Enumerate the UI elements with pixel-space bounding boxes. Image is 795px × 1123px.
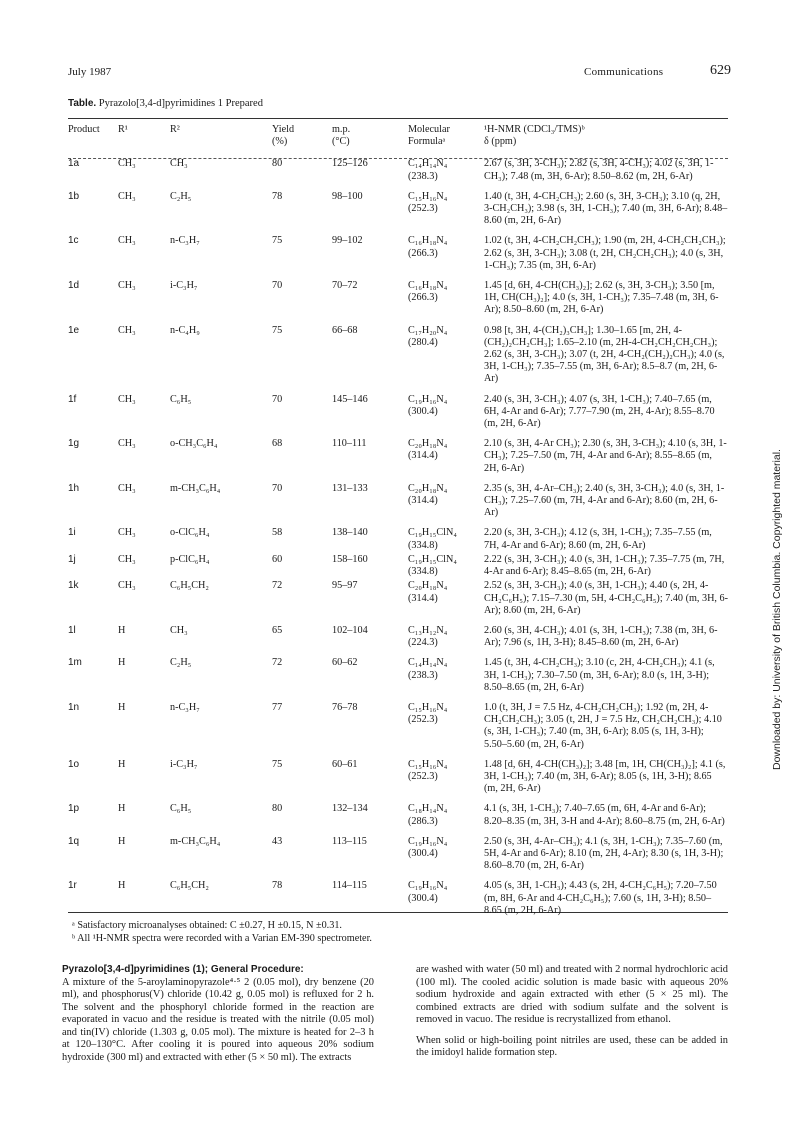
procedure-text-left: A mixture of the 5-aroylaminopyrazole⁴·⁵ 2 (0.05 mol), dry benzene (20 ml), and phosphorus(V) chloride (10.42 g, 0.05 mol) is refluxed for 2 h. The solvent and the phosphoryl chloride formed in the reaction are evaporated in vacuo and the residue is treated with the nitrile (0.05 mol) and tin(IV) chloride (1.303 g, 0.05 mol). The mixture is heated for 2–3 h at 120–130°C. After cooling it is poured into aqueous 20% sodium hydroxide (300 ml) and extracted with ether (5 × 50 ml). The extracts bbox=[62, 976, 374, 1063]
cell-nmr: 1.45 (t, 3H, 4-CH₂CH₃); 3.10 (c, 2H, 4-CH₂CH₃); 4.1 (s, 3H, 1-CH₃); 7.30–7.50 (m, 3H, 6-Ar); 8.0 (s, 1H, 3-H); 8.50–8.65 (m, 2H, 6-Ar) bbox=[484, 657, 715, 693]
cell-r2: n-C₃H₇ bbox=[170, 235, 200, 247]
procedure-right-column bbox=[416, 964, 728, 1068]
table-row bbox=[68, 657, 728, 702]
cell-product: 1r bbox=[68, 880, 77, 892]
cell-nmr: 1.0 (t, 3H, J = 7.5 Hz, 4-CH₂CH₂CH₃); 1.92 (m, 2H, 4-CH₂CH₂CH₃); 3.05 (t, 2H, J = 7.5 Hz, CH₂CH₂CH₃); 4.10 (s, 3H, 1-CH₃); 7.40 (m, 3H, 6-Ar); 8.05 (s, 1H, 3-H); 5.50–5.60 (m, 2H, 6-Ar) bbox=[484, 701, 722, 750]
procedure-left-column bbox=[62, 964, 374, 1072]
cell-nmr: 2.20 (s, 3H, 3-CH₃); 4.12 (s, 3H, 1-CH₃); 7.35–7.55 (m, 7H, 4-Ar and 6-Ar); 8.60 (m, 2H, 6-Ar) bbox=[484, 527, 712, 551]
cell-nmr: 4.1 (s, 3H, 1-CH₃); 7.40–7.65 (m, 6H, 4-Ar and 6-Ar); 8.20–8.35 (m, 3H, 3-H and 4-Ar); 8.60–8.75 (m, 2H, 6-Ar) bbox=[484, 803, 725, 827]
cell-yield: 75 bbox=[272, 758, 283, 770]
cell-formula: C₂₀H₁₈N₄ (314.4) bbox=[408, 438, 448, 462]
cell-r1: CH₃ bbox=[118, 438, 136, 450]
cell-product: 1j bbox=[68, 553, 76, 565]
cell-mp: 70–72 bbox=[332, 280, 358, 292]
cell-product: 1k bbox=[68, 580, 79, 592]
header-product: Product bbox=[68, 124, 100, 135]
cell-formula: C₁₅H₁₆N₄ (252.3) bbox=[408, 701, 448, 726]
cell-formula: C₂₀H₁₈N₄ (314.4) bbox=[408, 482, 448, 507]
cell-mp: 114–115 bbox=[332, 880, 367, 892]
cell-formula: C₁₉H₁₆N₄ (300.4) bbox=[408, 880, 448, 904]
cell-product: 1e bbox=[68, 324, 80, 336]
cell-yield: 78 bbox=[272, 190, 283, 202]
cell-r2: C₆H₅ bbox=[170, 393, 192, 405]
cell-r2: n-C₄H₉ bbox=[170, 324, 200, 336]
cell-yield: 72 bbox=[272, 580, 283, 592]
cell-nmr: 1.02 (t, 3H, 4-CH₂CH₂CH₃); 1.90 (m, 2H, 4-CH₂CH₂CH₃); 2.62 (s, 3H, 3-CH₃); 3.08 (t, 2H, CH₂CH₂CH₃); 4.0 (s, 3H, 1-CH₃); 7.35 (m, 3H, 6-Ar) bbox=[484, 235, 726, 271]
table-row bbox=[68, 191, 728, 236]
cell-nmr: 2.35 (s, 3H, 4-Ar–CH₃); 2.40 (s, 3H, 3-CH₃); 4.0 (s, 3H, 1-CH₃); 7.25–7.60 (m, 7H, 4-Ar and 6-Ar); 8.60 (m, 2H, 6-Ar) bbox=[484, 482, 725, 519]
cell-mp: 113–115 bbox=[332, 835, 367, 847]
cell-mp: 60–62 bbox=[332, 657, 358, 669]
cell-formula: C₁₉H₁₅ClN₄ (334.8) bbox=[408, 527, 457, 551]
cell-yield: 78 bbox=[272, 880, 283, 892]
cell-nmr: 2.52 (s, 3H, 3-CH₃); 4.0 (s, 3H, 1-CH₃); 4.40 (s, 2H, 4-CH₂C₆H₅); 7.15–7.30 (m, 5H, 4-CH₂C₆H₅); 7.40 (m, 3H, 6-Ar); 8.60 (m, 2H, 6-Ar) bbox=[484, 580, 729, 616]
cell-product: 1p bbox=[68, 803, 80, 815]
table-row bbox=[68, 394, 728, 439]
table-row bbox=[68, 325, 728, 394]
cell-r2: C₆H₅CH₂ bbox=[170, 880, 209, 892]
cell-nmr: 2.10 (s, 3H, 4-Ar CH₃); 2.30 (s, 3H, 3-CH₃); 4.10 (s, 3H, 1-CH₃); 7.25–7.50 (m, 7H, 4-Ar and 6-Ar); 8.55–8.65 (m, 2H, 6-Ar) bbox=[484, 438, 727, 474]
table-row bbox=[68, 483, 728, 528]
cell-yield: 65 bbox=[272, 624, 283, 636]
cell-r1: CH₃ bbox=[118, 324, 136, 336]
cell-product: 1n bbox=[68, 701, 80, 713]
page-number: 629 bbox=[710, 63, 731, 78]
cell-yield: 58 bbox=[272, 527, 283, 539]
cell-yield: 70 bbox=[272, 482, 283, 494]
cell-yield: 68 bbox=[272, 438, 283, 450]
cell-nmr: 2.40 (s, 3H, 3-CH₃); 4.07 (s, 3H, 1-CH₃); 7.40–7.65 (m, 6H, 4-Ar and 6-Ar); 7.77–7.90 (m, 2H, 4-Ar); 8.55–8.70 (m, 2H, 6-Ar) bbox=[484, 393, 715, 430]
cell-mp: 95–97 bbox=[332, 580, 358, 592]
cell-r1: H bbox=[118, 835, 126, 847]
cell-yield: 75 bbox=[272, 235, 283, 247]
table-row bbox=[68, 438, 728, 483]
table-row bbox=[68, 235, 728, 280]
table-row bbox=[68, 580, 728, 625]
cell-r1: H bbox=[118, 880, 126, 892]
cell-mp: 76–78 bbox=[332, 701, 358, 713]
footnote-a: ᵃ Satisfactory microanalyses obtained: C ±0.27, H ±0.15, N ±0.31. bbox=[72, 920, 342, 931]
cell-product: 1m bbox=[68, 657, 82, 669]
cell-r2: m-CH₃C₆H₄ bbox=[170, 835, 221, 847]
cell-formula: C₁₄H₁₄N₄ (238.3) bbox=[408, 657, 448, 681]
table-row bbox=[68, 803, 728, 835]
cell-product: 1c bbox=[68, 235, 79, 247]
cell-mp: 145–146 bbox=[332, 393, 368, 405]
cell-yield: 80 bbox=[272, 158, 283, 170]
header-r2: R² bbox=[170, 124, 180, 135]
caption-text: Pyrazolo[3,4-d]pyrimidines 1 Prepared bbox=[98, 98, 263, 109]
cell-product: 1i bbox=[68, 527, 76, 539]
footnote-b: ᵇ All ¹H-NMR spectra were recorded with a Varian EM-390 spectrometer. bbox=[72, 933, 372, 944]
cell-yield: 77 bbox=[272, 701, 283, 713]
caption-label: Table. bbox=[68, 98, 97, 109]
cell-mp: 138–140 bbox=[332, 527, 368, 539]
table-row bbox=[68, 554, 728, 580]
header-mp: m.p. (°C) bbox=[332, 124, 351, 148]
table-row bbox=[68, 880, 728, 925]
cell-formula: C₂₀H₁₈N₄ (314.4) bbox=[408, 580, 448, 604]
cell-r2: o-ClC₆H₄ bbox=[170, 527, 210, 539]
cell-nmr: 1.45 [d, 6H, 4-CH(CH₃)₂]; 2.62 (s, 3H, 3-CH₃); 3.50 [m, 1H, CH(CH₃)₂]; 4.0 (s, 3H, 1-CH₃); 7.35–7.48 (m, 3H, 6-Ar); 8.50–8.60 (m, 2H, 6-Ar) bbox=[484, 280, 719, 316]
cell-r2: C₆H₅CH₂ bbox=[170, 580, 209, 592]
cell-formula: C₁₆H₁₈N₄ (266.3) bbox=[408, 280, 448, 304]
cell-formula: C₁₈H₁₄N₄ (286.3) bbox=[408, 803, 448, 827]
cell-r1: CH₃ bbox=[118, 190, 136, 202]
cell-formula: C₁₇H₂₀N₄ (280.4) bbox=[408, 324, 448, 348]
cell-mp: 132–134 bbox=[332, 803, 368, 815]
cell-r1: CH₃ bbox=[118, 158, 136, 170]
cell-formula: C₁₉H₁₅ClN₄ (334.8) bbox=[408, 553, 457, 578]
cell-yield: 72 bbox=[272, 657, 283, 669]
cell-mp: 66–68 bbox=[332, 324, 358, 336]
cell-r1: CH₃ bbox=[118, 393, 136, 405]
cell-r2: o-CH₃C₆H₄ bbox=[170, 438, 218, 450]
cell-nmr: 1.48 [d, 6H, 4-CH(CH₃)₂]; 3.48 [m, 1H, CH(CH₃)₂]; 4.1 (s, 3H, 1-CH₃); 7.40 (m, 3H, 6-Ar); 8.05 (s, 1H, 3-H); 8.65 (m, 2H, 6-Ar) bbox=[484, 758, 726, 795]
cell-r1: CH₃ bbox=[118, 482, 136, 494]
header-date: July 1987 bbox=[68, 66, 112, 78]
procedure-note: When solid or high-boiling point nitriles are used, these can be added in the imidoyl halide formation step. bbox=[416, 1034, 728, 1058]
cell-mp: 99–102 bbox=[332, 235, 363, 247]
cell-nmr: 4.05 (s, 3H, 1-CH₃); 4.43 (s, 2H, 4-CH₂C₆H₅); 7.20–7.50 (m, 8H, 6-Ar and 4-CH₂C₆H₅); 7.60 (s, 1H, 3-H); 8.50–8.65 (m, 2H, 6-Ar) bbox=[484, 880, 717, 916]
table-row bbox=[68, 527, 728, 553]
cell-mp: 102–104 bbox=[332, 624, 368, 636]
cell-r1: H bbox=[118, 758, 126, 770]
cell-product: 1d bbox=[68, 280, 80, 292]
cell-product: 1l bbox=[68, 624, 76, 636]
cell-product: 1h bbox=[68, 482, 80, 494]
cell-formula: C₁₉H₁₆N₄ (300.4) bbox=[408, 835, 448, 859]
cell-yield: 70 bbox=[272, 280, 283, 292]
cell-r2: C₆H₅ bbox=[170, 803, 192, 815]
table-row bbox=[68, 702, 728, 759]
cell-product: 1f bbox=[68, 393, 77, 405]
cell-formula: C₁₅H₁₆N₄ (252.3) bbox=[408, 758, 448, 782]
cell-nmr: 0.98 [t, 3H, 4-(CH₂)₃CH₃]; 1.30–1.65 [m, 2H, 4-(CH₂)₂CH₂CH₃]; 1.65–2.10 (m, 2H-4-CH₂CH₂CH₂CH₃); 2.62 (s, 3H, 3-CH₃); 3.07 (t, 2H, 4-CH₂(CH₂)₂CH₃); 4.0 (s, 3H, 1-CH₃); 7.35–7.55 (m, 3H, 6-Ar); 8.5–8.7 (m, 2H, 6-Ar) bbox=[484, 324, 725, 385]
header-yield: Yield (%) bbox=[272, 124, 295, 148]
cell-formula: C₁₃H₁₂N₄ (224.3) bbox=[408, 624, 448, 649]
table-top-rule bbox=[68, 118, 728, 119]
cell-yield: 80 bbox=[272, 803, 283, 815]
table-row bbox=[68, 759, 728, 804]
cell-r1: CH₃ bbox=[118, 235, 136, 247]
cell-nmr: 2.50 (s, 3H, 4-Ar–CH₃); 4.1 (s, 3H, 1-CH₃); 7.35–7.60 (m, 5H, 4-Ar and 6-Ar); 8.10 (m, 2H, 4-Ar); 8.30 (s, 1H, 3-H); 8.60–8.70 (m, 2H, 6-Ar) bbox=[484, 835, 724, 872]
cell-r2: CH₃ bbox=[170, 624, 188, 636]
cell-yield: 75 bbox=[272, 324, 283, 336]
cell-r1: CH₃ bbox=[118, 527, 136, 539]
watermark-text: Downloaded by: University of British Columbia. Copyrighted material. bbox=[771, 449, 783, 770]
table-caption bbox=[68, 98, 263, 109]
procedure-text-right: are washed with water (50 ml) and treated with 2 normal hydrochloric acid (100 ml). The cooled acidic solution is made basic with aqueous 20% sodium hydroxide and again extracted with ether (5 × 25 ml). The combined extracts are dried with sodium sulfate and the solvent is removed in vacuo. The residue is recrystallized from ethanol. bbox=[416, 964, 728, 1025]
cell-r1: H bbox=[118, 701, 126, 713]
procedure-title: Pyrazolo[3,4-d]pyrimidines (1); General Procedure: bbox=[62, 964, 304, 975]
cell-product: 1b bbox=[68, 190, 80, 202]
cell-r2: CH₃ bbox=[170, 158, 188, 170]
cell-r1: CH₃ bbox=[118, 280, 136, 292]
table-row bbox=[68, 625, 728, 657]
cell-r2: p-ClC₆H₄ bbox=[170, 553, 210, 565]
cell-yield: 70 bbox=[272, 393, 283, 405]
cell-r2: i-C₃H₇ bbox=[170, 280, 198, 292]
compound-table bbox=[68, 124, 728, 925]
cell-mp: 125–126 bbox=[332, 158, 368, 170]
cell-r2: m-CH₃C₆H₄ bbox=[170, 482, 221, 494]
cell-formula: C₁₄H₁₄N₄ (238.3) bbox=[408, 158, 448, 182]
cell-mp: 98–100 bbox=[332, 190, 363, 202]
cell-mp: 158–160 bbox=[332, 553, 368, 565]
cell-r2: C₂H₅ bbox=[170, 657, 192, 669]
download-watermark bbox=[771, 290, 783, 770]
table-row bbox=[68, 836, 728, 881]
cell-product: 1g bbox=[68, 438, 80, 450]
cell-formula: C₁₉H₁₆N₄ (300.4) bbox=[408, 393, 448, 417]
cell-formula: C₁₅H₁₆N₄ (252.3) bbox=[408, 190, 448, 215]
cell-r1: CH₃ bbox=[118, 580, 136, 592]
cell-product: 1q bbox=[68, 835, 80, 847]
cell-nmr: 1.40 (t, 3H, 4-CH₂CH₃); 2.60 (s, 3H, 3-CH₃); 3.10 (q, 2H, 3-CH₂CH₃); 3.98 (s, 3H, 1-CH₃); 7.40 (m, 3H, 6-Ar); 8.48–8.60 (m, 2H, 6-Ar) bbox=[484, 190, 728, 227]
cell-r1: CH₃ bbox=[118, 553, 136, 565]
cell-r1: H bbox=[118, 657, 126, 669]
cell-r1: H bbox=[118, 803, 126, 815]
cell-product: 1a bbox=[68, 158, 80, 170]
header-journal: Communications bbox=[584, 66, 664, 78]
cell-r2: C₂H₅ bbox=[170, 190, 192, 202]
cell-mp: 131–133 bbox=[332, 482, 368, 494]
cell-formula: C₁₆H₁₈N₄ (266.3) bbox=[408, 235, 448, 259]
cell-nmr: 2.67 (s, 3H, 3-CH₃); 2.82 (s, 3H, 4-CH₃); 4.02 (s, 3H, 1-CH₃); 7.48 (m, 3H, 6-Ar); 8.50–8.62 (m, 2H, 6-Ar) bbox=[484, 158, 714, 182]
cell-mp: 110–111 bbox=[332, 438, 367, 450]
cell-r2: n-C₃H₇ bbox=[170, 701, 200, 713]
header-r1: R¹ bbox=[118, 124, 128, 135]
cell-yield: 43 bbox=[272, 835, 283, 847]
cell-mp: 60–61 bbox=[332, 758, 358, 770]
header-nmr: ¹H-NMR (CDCl₃/TMS)ᵇ δ (ppm) bbox=[484, 124, 585, 148]
table-row bbox=[68, 280, 728, 325]
cell-r1: H bbox=[118, 624, 126, 636]
table-row bbox=[68, 158, 728, 190]
table-header-row bbox=[68, 124, 728, 158]
header-formula: Molecular Formulaᵃ bbox=[408, 124, 450, 148]
cell-product: 1o bbox=[68, 758, 80, 770]
cell-nmr: 2.22 (s, 3H, 3-CH₃); 4.0 (s, 3H, 1-CH₃); 7.35–7.75 (m, 7H, 4-Ar and 6-Ar); 8.45–8.65 (m, 2H, 6-Ar) bbox=[484, 553, 725, 578]
cell-yield: 60 bbox=[272, 553, 283, 565]
cell-nmr: 2.60 (s, 3H, 4-CH₃); 4.01 (s, 3H, 1-CH₃); 7.38 (m, 3H, 6-Ar); 7.96 (s, 1H, 3-H); 8.45–8.60 (m, 2H, 6-Ar) bbox=[484, 624, 718, 649]
cell-r2: i-C₃H₇ bbox=[170, 758, 198, 770]
